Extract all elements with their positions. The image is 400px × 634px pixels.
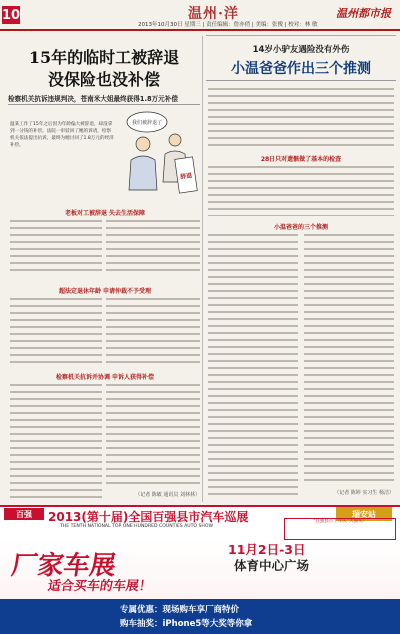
text-column <box>304 234 394 484</box>
ad-promo-2: 购车抽奖：iPhone5等大奖等你拿 <box>120 619 253 629</box>
section-title: 温州·洋 <box>188 6 239 22</box>
article-title-line2: 没保险也没补偿 <box>47 70 160 89</box>
article-kicker: 14岁小驴友遇险没有外伤 <box>252 45 350 55</box>
section-heading: 检察机关抗诉并协调 申诉人获得补偿 <box>55 374 155 381</box>
ad-dates: 11月2日-3日 <box>228 542 306 557</box>
column-divider <box>202 36 203 502</box>
text-column <box>10 298 102 364</box>
svg-text:我们被辞退了: 我们被辞退了 <box>131 120 163 126</box>
ad-headline: 2013(第十届)全国百强县市汽车巡展 <box>48 510 249 524</box>
ad-city-tag: 瑞安站 <box>336 507 392 521</box>
text-column <box>106 220 200 274</box>
illustration-label: 辞退 <box>179 172 193 181</box>
article-subtitle: 检察机关抗诉违规判决，苍南米大姐最终获得1.8万元补偿 <box>8 95 178 103</box>
byline: （记者 陈婷 实习生 杨洁） <box>334 490 394 496</box>
ad-venue: 体育中心广场 <box>234 558 310 573</box>
article-lead: 温某工作了15年之后因为年龄偏大被辞退，却没拿到一分钱的补偿。法院一审驳回了她的诉请，检察机关依法提出抗诉，最终为她讨回了1.8万元的经济补偿。 <box>10 122 114 148</box>
text-column <box>10 220 102 274</box>
title-rule <box>206 80 396 81</box>
ad-badge: 百强 <box>4 508 44 520</box>
text-column <box>106 384 200 488</box>
newspaper-brand: 温州都市报 <box>336 7 391 20</box>
header-rule <box>0 29 400 31</box>
section-heading: 超法定退休年龄 申请仲裁不予受理 <box>58 288 152 295</box>
section-heading-1: 28日只对遗骸做了基本的检查 <box>260 156 342 163</box>
text-block <box>208 88 394 150</box>
ad-slogan-small: 适合买车的车展！ <box>46 579 153 594</box>
page-number: 10 <box>1 7 21 23</box>
title-rule <box>8 104 200 105</box>
text-column <box>208 234 298 496</box>
illustration <box>119 108 199 202</box>
ad-promo-1: 专属优惠：现场购车享厂商特价 <box>120 605 240 615</box>
text-column <box>106 298 200 364</box>
ad-slogan-big: 厂家车展 <box>9 551 118 581</box>
ad-english-title: THE TENTH NATIONAL TOP ONE HUNDRED COUNTIES AUTO SHOW <box>60 524 214 529</box>
ad-prize-box: “百强县市十年庆”大抽奖！ <box>284 518 396 540</box>
right-top-rule <box>206 35 396 36</box>
article-title-line1: 15年的临时工被辞退 <box>28 48 180 67</box>
byline: （记者 陈敏 通讯员 刘林林） <box>135 492 200 498</box>
section-heading: 老板对工被辞退 失去生活保障 <box>64 210 146 217</box>
article-title: 小温爸爸作出三个推测 <box>231 61 371 77</box>
text-block <box>208 166 394 216</box>
dateline: 2013年10月30日 星期三 | 责任编辑：詹亦俏 | 美编：张俊 | 校对：林 敏 <box>138 22 318 28</box>
section-heading-2: 小温爸爸的三个推测 <box>273 224 328 231</box>
text-column <box>10 384 102 500</box>
